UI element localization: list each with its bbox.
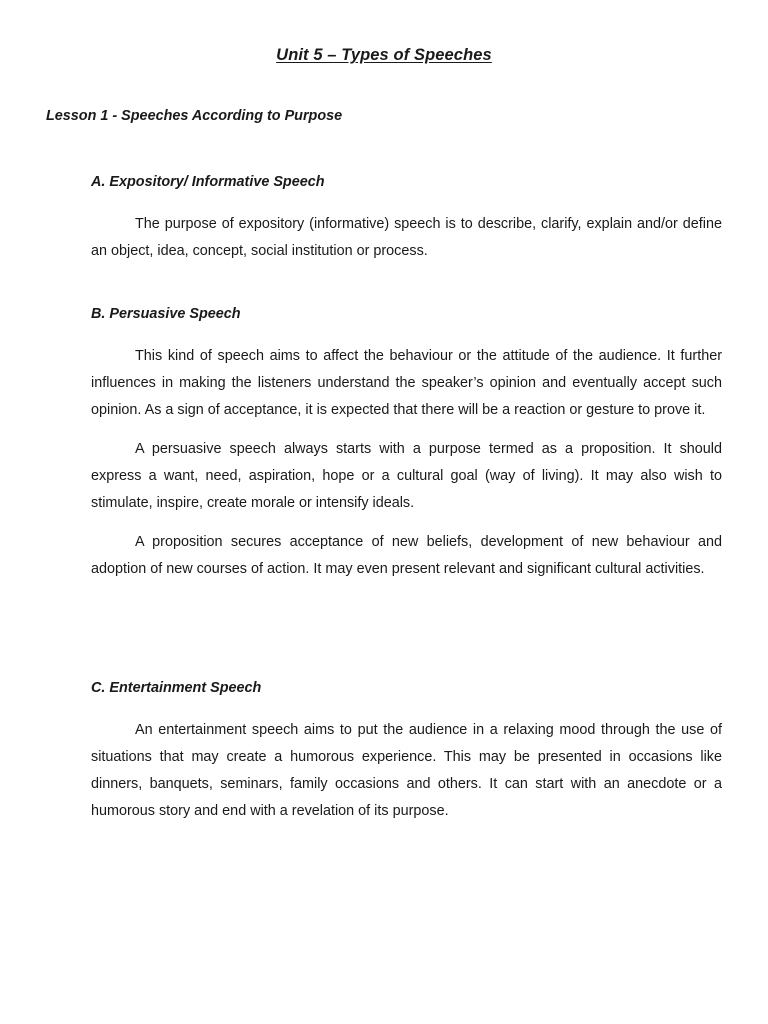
paragraph: The purpose of expository (informative) speech is to describe, clarify, explain and/or define an object, idea, concept, social institution or process. [91, 216, 722, 259]
section-heading: C. Entertainment Speech [91, 680, 262, 696]
paragraph: An entertainment speech aims to put the audience in a relaxing mood through the use of situations that may create a humorous experience. This may be presented in occasions like dinners, banquets, seminars, family occasions and others. It can start with an anecdote or a humorous story and end with a revelation of its purpose. [91, 722, 722, 819]
section-expository [91, 172, 722, 265]
paragraph: A persuasive speech always starts with a purpose termed as a proposition. It should express a want, need, aspiration, hope or a cultural goal (way of living). It may also wish to stimulate, inspire, create morale or intensify ideals. [91, 441, 722, 511]
page-title: Unit 5 – Types of Speeches [276, 46, 492, 64]
section-entertainment [91, 678, 722, 825]
section-persuasive [91, 304, 722, 583]
lesson-heading: Lesson 1 - Speeches According to Purpose [46, 108, 343, 124]
paragraph: A proposition secures acceptance of new beliefs, development of new behaviour and adoption of new courses of action. It may even present relevant and significant cultural activities. [91, 534, 722, 577]
section-heading: B. Persuasive Speech [91, 306, 241, 322]
section-heading: A. Expository/ Informative Speech [91, 174, 325, 190]
paragraph: This kind of speech aims to affect the behaviour or the attitude of the audience. It further influences in making the listeners understand the speaker’s opinion and eventually accept such opinion. As a sign of acceptance, it is expected that there will be a reaction or gesture to prove it. [91, 348, 722, 418]
